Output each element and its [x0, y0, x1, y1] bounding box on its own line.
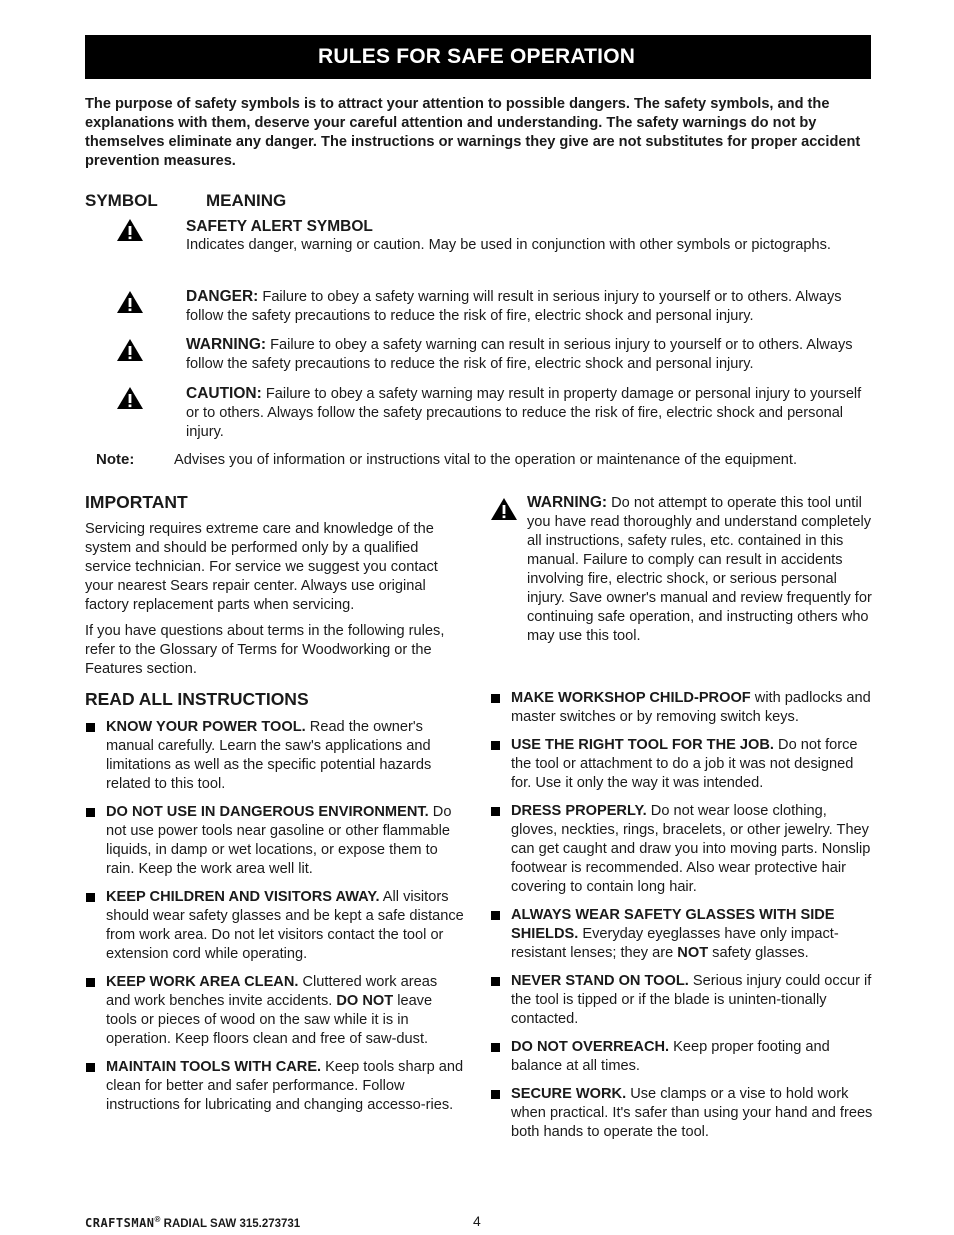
read-all-instructions-left: [85, 689, 465, 1124]
important-section: [85, 492, 465, 686]
footer: [85, 1215, 300, 1230]
item-lead: DO NOT USE IN DANGEROUS ENVIRONMENT.: [106, 804, 429, 820]
caution-triangle-icon: [116, 386, 144, 410]
square-bullet-icon: [86, 978, 95, 987]
danger-entry: [186, 287, 866, 326]
safety-alert-text: Indicates danger, warning or caution. May be used in conjunction with other symbols or pictographs.: [186, 237, 831, 253]
warning-entry: [186, 335, 866, 374]
page-number: 4: [473, 1213, 481, 1229]
read-all-heading: READ ALL INSTRUCTIONS: [85, 689, 309, 709]
warning-label: WARNING:: [186, 336, 267, 353]
list-item: [490, 972, 875, 1029]
item-lead: SECURE WORK.: [511, 1086, 627, 1102]
page-header: [85, 35, 871, 79]
item-lead: KEEP WORK AREA CLEAN.: [106, 974, 299, 990]
meaning-column-heading: MEANING: [206, 191, 287, 210]
square-bullet-icon: [491, 741, 500, 750]
square-bullet-icon: [86, 808, 95, 817]
square-bullet-icon: [491, 1090, 500, 1099]
warning-box-body: Do not attempt to operate this tool until you have read thoroughly and understand completely all instructions, safety rules, etc. contained in this manual. Failure to comply can result in accidents involving fire, electric shock, or serious personal injury. Save owner's manual and review frequently for continuing safe operation, and instructing others who may use this tool.: [527, 495, 872, 644]
caution-label: CAUTION:: [186, 385, 262, 402]
footer-model: RADIAL SAW 315.273731: [160, 1217, 301, 1230]
list-item: [490, 736, 875, 793]
item-text: Read the owner's manual carefully. Learn the saw's applications and limitations as well as the specific potential hazards related to this tool.: [106, 719, 432, 792]
item-text: Keep proper footing and balance at all times.: [511, 1039, 830, 1074]
list-item: [85, 888, 465, 964]
danger-label: DANGER:: [186, 288, 259, 305]
warning-box-text: [527, 493, 875, 646]
important-paragraph-1: Servicing requires extreme care and knowledge of the system and should be performed only by a qualified service technician. For service we suggest you contact your nearest Sears repair center. Always use original factory replacement parts when servicing.: [85, 521, 438, 613]
item-lead: DRESS PROPERLY.: [511, 803, 647, 819]
square-bullet-icon: [491, 694, 500, 703]
item-text: with padlocks and master switches or by removing switch keys.: [511, 690, 871, 725]
item-text: Cluttered work areas and work benches invite accidents.: [106, 974, 438, 1009]
read-all-instructions-right: [490, 689, 875, 1151]
item-text: All visitors should wear safety glasses and be kept a safe distance from work area. Do not let visitors contact the tool or extension cord while operating.: [106, 889, 464, 962]
safety-alert-entry: [186, 217, 866, 255]
page-title: RULES FOR SAFE OPERATION: [318, 45, 636, 68]
item-lead: USE THE RIGHT TOOL FOR THE JOB.: [511, 737, 774, 753]
list-item: [85, 1058, 465, 1115]
warning-box-label: WARNING:: [527, 494, 608, 511]
square-bullet-icon: [491, 977, 500, 986]
symbol-column-heading: SYMBOL: [85, 191, 158, 210]
warning-box-triangle-icon: [490, 497, 518, 521]
item-text: Use clamps or a vise to hold work when practical. It's safer than using your hand and frees both hands to operate the tool.: [511, 1086, 873, 1140]
item-lead: MAKE WORKSHOP CHILD-PROOF: [511, 690, 751, 706]
item-emphasis: DO NOT: [336, 993, 394, 1009]
square-bullet-icon: [491, 911, 500, 920]
item-text: Do not wear loose clothing, gloves, neckties, rings, bracelets, or other jewelry. They can get caught and draw you into moving parts. Nonslip footwear is recommended. Also wear protective hair covering to contain long hair.: [511, 803, 871, 895]
item-text-2: leave tools or pieces of wood on the saw while it is in operation. Keep floors clean and free of saw-dust.: [106, 993, 433, 1047]
list-item: [490, 1038, 875, 1076]
item-lead: KEEP CHILDREN AND VISITORS AWAY.: [106, 889, 380, 905]
list-item: [85, 973, 465, 1049]
registered-mark: ®: [154, 1215, 161, 1224]
square-bullet-icon: [86, 723, 95, 732]
note-text: Advises you of information or instructions vital to the operation or maintenance of the equipment.: [174, 452, 798, 468]
item-lead: KNOW YOUR POWER TOOL.: [106, 719, 306, 735]
note-label: Note:: [96, 451, 135, 468]
list-item: [490, 906, 875, 963]
item-lead: MAINTAIN TOOLS WITH CARE.: [106, 1059, 322, 1075]
item-lead: NEVER STAND ON TOOL.: [511, 973, 689, 989]
list-item: [85, 803, 465, 879]
caution-entry: [186, 384, 866, 442]
safety-alert-title: SAFETY ALERT SYMBOL: [186, 218, 373, 235]
warning-level-triangle-icon: [116, 338, 144, 362]
item-emphasis: NOT: [677, 945, 709, 961]
square-bullet-icon: [491, 1043, 500, 1052]
item-text: Do not use power tools near gasoline or other flammable liquids, in damp or wet locations, or expose them to rain. Keep the work area well lit.: [106, 804, 452, 877]
item-text: Keep tools sharp and clean for better and safer performance. Follow instructions for lubricating and changing accesso-ries.: [106, 1059, 464, 1113]
warning-box: [490, 493, 875, 646]
list-item: [85, 718, 465, 794]
item-lead: ALWAYS WEAR SAFETY GLASSES WITH SIDE SHIELDS.: [511, 907, 835, 942]
list-item: [490, 802, 875, 897]
list-item: [490, 1085, 875, 1142]
warning-triangle-icon: [116, 218, 144, 242]
danger-text: Failure to obey a safety warning will result in serious injury to yourself or to others. Always follow the safety precautions to reduce the risk of fire, electric shock and personal injury.: [186, 289, 842, 324]
brand-logo: CRAFTSMAN: [85, 1215, 155, 1230]
important-paragraph-2: If you have questions about terms in the following rules, refer to the Glossary of Terms for Woodworking or the Features section.: [85, 623, 445, 677]
square-bullet-icon: [86, 893, 95, 902]
item-text: Do not force the tool or attachment to do a job it was not designed for. Use it only the way it was intended.: [511, 737, 858, 791]
list-item: [490, 689, 875, 727]
important-heading: IMPORTANT: [85, 492, 188, 512]
item-lead: DO NOT OVERREACH.: [511, 1039, 670, 1055]
item-text: Everyday eyeglasses have only impact-resistant lenses; they are: [511, 926, 839, 961]
square-bullet-icon: [491, 807, 500, 816]
caution-text: Failure to obey a safety warning may result in property damage or personal injury to yourself or to others. Always follow the safety precautions to reduce the risk of fire, electric shock and personal injury.: [186, 386, 862, 440]
square-bullet-icon: [86, 1063, 95, 1072]
item-text: Serious injury could occur if the tool is tipped or if the blade is uninten-tionally contacted.: [511, 973, 872, 1027]
warning-text: Failure to obey a safety warning can result in serious injury to yourself or to others. Always follow the safety precautions to reduce the risk of fire, electric shock and personal injury.: [186, 337, 853, 372]
item-text-2: safety glasses.: [708, 945, 809, 961]
danger-triangle-icon: [116, 290, 144, 314]
intro-paragraph: The purpose of safety symbols is to attract your attention to possible dangers. The safety symbols, and the explanations with them, deserve your careful attention and understanding. The safety warnings do not by themselves eliminate any danger. The instructions or warnings they give are not substitutes for proper accident prevention measures.: [85, 96, 861, 169]
